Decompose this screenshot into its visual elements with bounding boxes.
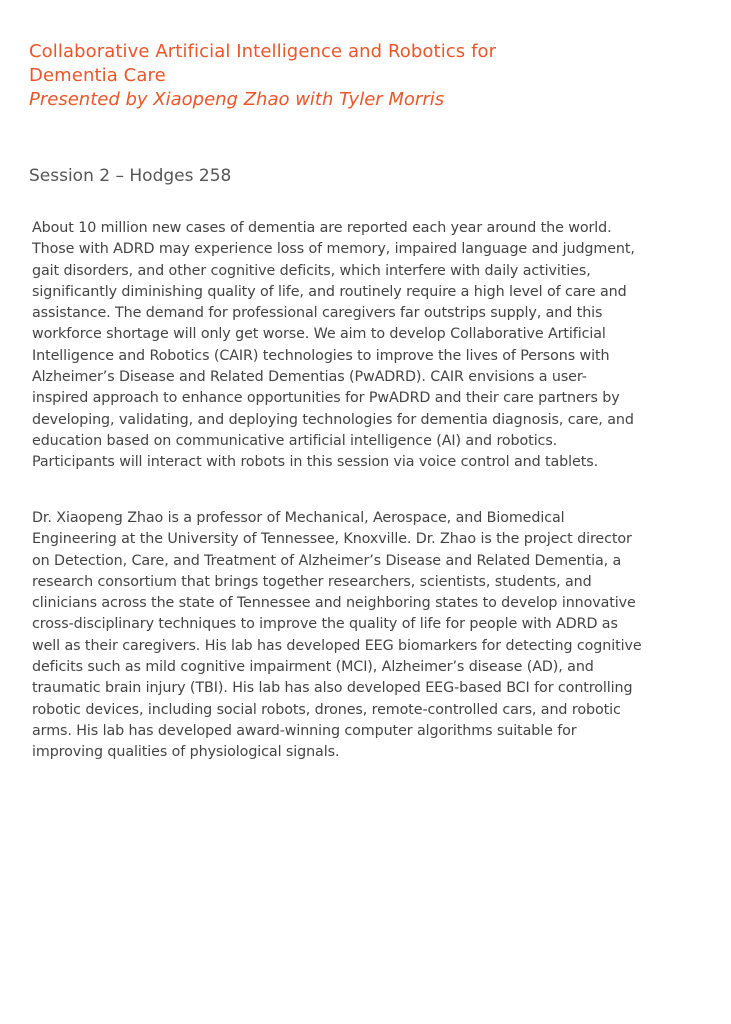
bio-line: clinicians across the state of Tennessee and neighboring states to develop innovative [32, 595, 636, 612]
bio-paragraph [32, 508, 708, 764]
abstract-line: Participants will interact with robots in this session via voice control and tablets. [32, 454, 599, 471]
abstract-line: Intelligence and Robotics (CAIR) technologies to improve the lives of Persons with [32, 347, 610, 364]
bio-line: traumatic brain injury (TBI). His lab has also developed EEG-based BCI for controlling [32, 680, 633, 697]
abstract-line: inspired approach to enhance opportunities for PwADRD and their care partners by [32, 390, 620, 407]
abstract-line: gait disorders, and other cognitive deficits, which interfere with daily activities, [32, 262, 591, 279]
bio-line: robotic devices, including social robots, drones, remote-controlled cars, and robotic [32, 701, 621, 718]
abstract-line: About 10 million new cases of dementia are reported each year around the world. [32, 220, 612, 236]
bio-line: Engineering at the University of Tennessee, Knoxville. Dr. Zhao is the project director [32, 531, 632, 548]
bio-line: research consortium that brings together researchers, scientists, students, and [32, 573, 592, 590]
abstract-paragraph [32, 218, 708, 474]
title-block [29, 40, 709, 112]
abstract-line: assistance. The demand for professional caregivers far outstrips supply, and this [32, 305, 603, 322]
bio-line: well as their caregivers. His lab has developed EEG biomarkers for detecting cognitive [32, 637, 642, 654]
abstract-line: workforce shortage will only get worse. We aim to develop Collaborative Artificial [32, 326, 606, 343]
bio-line: improving qualities of physiological signals. [32, 744, 340, 761]
presenters: Presented by Xiaopeng Zhao with Tyler Morris [29, 89, 445, 110]
abstract-line: Alzheimer’s Disease and Related Dementias (PwADRD). CAIR envisions a user- [32, 369, 587, 386]
abstract-line: developing, validating, and deploying technologies for dementia diagnosis, care, and [32, 411, 634, 428]
bio-line: on Detection, Care, and Treatment of Alzheimer’s Disease and Related Dementia, a [32, 552, 622, 569]
bio-line: Dr. Xiaopeng Zhao is a professor of Mechanical, Aerospace, and Biomedical [32, 510, 565, 526]
bio-line: deficits such as mild cognitive impairment (MCI), Alzheimer’s disease (AD), and [32, 659, 594, 676]
bio-line: cross-disciplinary techniques to improve the quality of life for people with ADRD as [32, 616, 618, 633]
session-title-line-1: Collaborative Artificial Intelligence and Robotics for [29, 41, 497, 62]
bio-line: arms. His lab has developed award-winning computer algorithms suitable for [32, 722, 577, 739]
session-title-line-2: Dementia Care [29, 65, 166, 86]
abstract-line: Those with ADRD may experience loss of memory, impaired language and judgment, [32, 241, 635, 258]
abstract-line: education based on communicative artificial intelligence (AI) and robotics. [32, 432, 558, 449]
abstract-line: significantly diminishing quality of life, and routinely require a high level of care and [32, 283, 627, 300]
session-location: Session 2 – Hodges 258 [29, 166, 232, 186]
